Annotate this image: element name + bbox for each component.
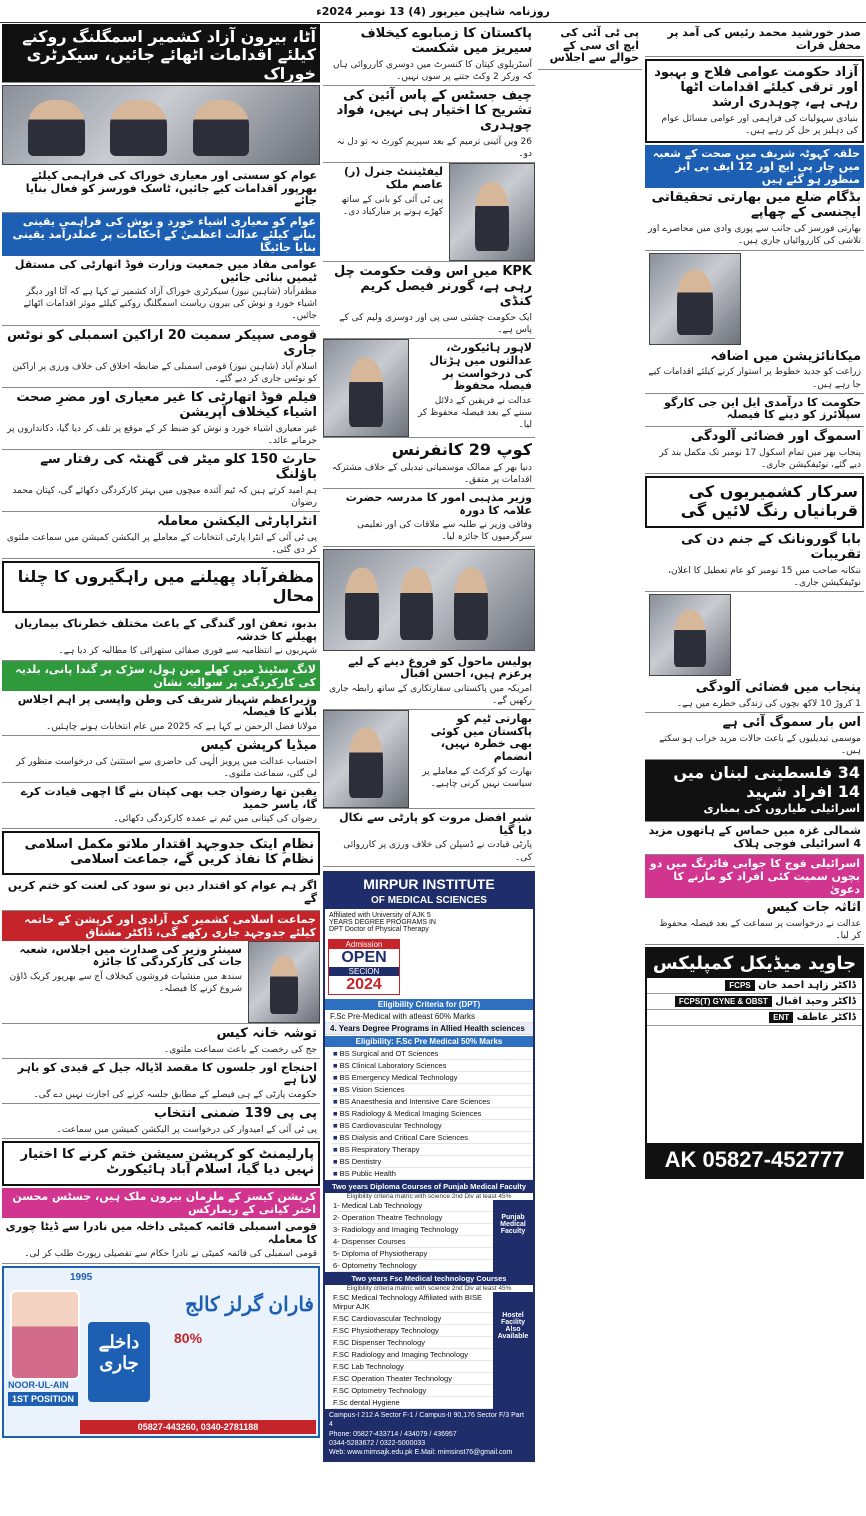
column-left [2, 24, 320, 1514]
highlight-bar: اسرائیلی فوج کا جوابی فائرنگ میں دو بچوں سمیت کئی افراد کو مارنے کا دعویٰ [645, 855, 864, 898]
doctor-entry: ڈاکٹر وحید اقبال FCPS(T) GYNE & OBST [647, 994, 862, 1010]
diploma-list [325, 1200, 493, 1272]
highlight-bar: لانگ سٹینڈ میں کھلے مین ہول، سڑک پر گندا پانی، بلدیہ کی کارکردگی پر سوالیہ نشان [2, 661, 320, 691]
news-story: وزیر مذہبی امور کا مدرسہ حضرت علامہ کا دورہ وفاقی وزیر نے طلبہ سے ملاقات کی اور تعلیمی سرگرمیوں کا جائزہ لیا۔ [323, 489, 535, 547]
admission-badge: داخلے جاری [88, 1322, 150, 1402]
admission-open-badge: Admission OPEN SECION 2024 [328, 939, 400, 995]
ad-title: جاوید میڈیکل کمپلیکس [647, 949, 862, 978]
college-name: فاران گرلز کالج [185, 1293, 314, 1316]
doctor-entry: ڈاکٹر عاطف ENT [647, 1010, 862, 1026]
ad-title: MIRPUR INSTITUTE [325, 873, 533, 895]
mirpur-institute-ad [323, 871, 535, 1462]
highlight-bar: حلقہ کہوٹہ شریف میں صحت کے شعبہ میں چار پی ایچ اور 12 ایف پی ایز منظور ہو گئے ہیں [645, 145, 864, 188]
list-item: ■ BS Respiratory Therapy [331, 1144, 533, 1156]
ad-subtitle: OF MEDICAL SCIENCES [325, 895, 533, 909]
news-story: میکانائزیشن میں اضافہ زراعت کو جدید خطوط پر استوار کرنے کیلئے اقدامات کیے جا رہے ہیں۔ [645, 347, 864, 394]
meeting-photo [2, 85, 320, 165]
list-item: F.SC Radiology and Imaging Technology [331, 1349, 493, 1361]
student-photo [10, 1290, 80, 1380]
list-item: ■ BS Public Health [331, 1168, 533, 1180]
list-item: 5- Diploma of Physiotherapy [331, 1248, 493, 1260]
news-story: کوپ 29 کانفرنس دنیا بھر کے ممالک موسمیاتی تبدیلی کے خلاف مشترکہ اقدامات پر متفق۔ [323, 438, 535, 489]
top-banner-headline: آٹا، بیرون آزاد کشمیر اسمگلنگ روکنے کیلئے اقدامات اٹھائے جائیں، سیکرٹری خوراک [22, 27, 316, 83]
list-item: ■ BS Anaesthesia and Intensive Care Sciences [331, 1096, 533, 1108]
column-right [645, 24, 864, 1514]
list-item: 1- Medical Lab Technology [331, 1200, 493, 1212]
news-story: چیف جسٹس کے پاس آئین کی تشریح کا اختیار ہی نہیں، فواد چوہدری 26 ویں آئینی ترمیم کے بعد سپریم کورٹ نہ تو دل نہ دو۔ [323, 86, 535, 163]
fsc-head: Two years Fsc Medical technology Courses [325, 1272, 533, 1285]
news-story: پاکستان کا زمبابوے کیخلاف سیریز میں شکست آسٹریلوی کپتان کا کنسرٹ میں دوسری کارروائی ہاں کہ ورکر 2 وکٹ جتنے پر سوں نہیں۔ [323, 24, 535, 86]
news-story: سینئر وزیر کی صدارت میں اجلاس، شعبہ جات کی کارکردگی کا جائزہ سندھ میں منشیات فروشوں کیخلاف آج سے بھرپور کریک ڈاؤن شروع کرنے کا فیصلہ۔ [9, 942, 242, 995]
news-story: عوامی مفاد میں جمعیت وزارت فوڈ اتھارٹی کی مستقل ٹیمیں بنائی جائیں مظفرآباد (شاہین نیوز) سیکرٹری خوراک آزاد کشمیر نے کہا ہے کہ آٹا اور دیگر اشیاء خورد و نوش کی بیرون ریاست اسمگلنگ روکنے کیلئے موثر اقدامات اٹھائے جائیں۔ [2, 256, 320, 326]
list-item: ■ BS Cardiovascular Technology [331, 1120, 533, 1132]
news-story: پنجاب میں فضائی آلودگی 1 کروڑ 10 لاکھ بچوں کی زندگی خطرے میں ہے۔ [645, 678, 864, 713]
faran-college-ad [2, 1266, 320, 1438]
story-with-photo [323, 163, 535, 262]
four-year-programs-head: 4. Years Degree Programs in Allied Health sciences [325, 1023, 533, 1035]
dpt-eligibility: F.Sc Pre-Medical with atleast 60% Marks [325, 1011, 533, 1023]
highlight-bar: کرپشن کیسز کے ملزمان بیرون ملک ہیں، جسٹس محسن اختر کیانی کے ریمارکس [2, 1188, 320, 1218]
bs-program-list [325, 1048, 533, 1180]
list-item: ■ BS Vision Sciences [331, 1084, 533, 1096]
list-item: F.SC Dispenser Technology [331, 1337, 493, 1349]
list-item: 3- Radiology and Imaging Technology [331, 1224, 493, 1236]
boxed-headline: نظامِ ایتک جدوجہد اقتدار ملاتو مکمل اسلامی نظام کا نفاذ کریں گے، جماعت اسلامی [2, 831, 320, 876]
news-story: شمالی غزہ میں حماس کے ہاتھوں مزید 4 اسرائیلی فوجی ہلاک [645, 822, 864, 855]
list-item: ■ BS Emergency Medical Technology [331, 1072, 533, 1084]
photo-caption: عوام کو سستی اور معیاری خوراک کی فراہمی کیلئے بھرپور اقدامات کیے جائیں، ٹاسک فورسز کو فعال بنایا جائے [2, 167, 320, 213]
news-story: بدبو، تعفن اور گندگی کے باعث مختلف خطرناک بیماریاں پھیلنے کا خدشہ شہریوں نے انتظامیہ سے فوری صفائی ستھرائی کا مطالبہ کر دیا ہے۔ [2, 615, 320, 660]
top-banner-story [2, 24, 320, 83]
list-item: ■ BS Dentistry [331, 1156, 533, 1168]
four-year-eligibility: Eligibility: F.Sc Pre Medical 50% Marks [325, 1036, 533, 1047]
masthead-text: روزنامہ شاہین میرپور (4) 13 نومبر 2024ء [316, 4, 550, 18]
list-item: 2- Operation Theatre Technology [331, 1212, 493, 1224]
masthead [0, 0, 866, 23]
news-story: وزیراعظم شہباز شریف کی وطن واپسی پر اہم اجلاس بلانے کا فیصلہ مولانا فضل الرحمن نے کہا ہے کہ 2025 میں عام انتخابات ہونے چاہئیں۔ [2, 691, 320, 736]
news-story: توشہ خانہ کیس جج کی رخصت کے باعث سماعت ملتوی۔ [2, 1024, 320, 1059]
ad-phones: 05827-443260, 0340-2781188 [80, 1420, 316, 1434]
list-item: F.SC Medical Technology Affiliated with BISE Mirpur AJK [331, 1292, 493, 1313]
news-story: پولیس ماحول کو فروغ دینے کے لیے پرعزم ہیں، احسن اقبال امریکہ میں پاکستانی سفارتکاری کے ساتھ رابطہ جاری رکھیں گے۔ [323, 653, 535, 711]
highlight-bar: جماعت اسلامی کشمیر کی آزادی اور کرپشن کے خاتمہ کیلئے جدوجہد جاری رکھے گی، ڈاکٹر مشتاق [2, 911, 320, 941]
boxed-headline: سرکار کشمیریوں کی قربانیاں رنگ لائیں گی [645, 476, 864, 528]
list-item: F.SC Lab Technology [331, 1361, 493, 1373]
news-story: اس بار سموگ آئی ہے موسمی تبدیلیوں کے باعث حالات مزید خراب ہو سکتے ہیں۔ [645, 713, 864, 760]
portrait-photo [649, 594, 731, 676]
news-story: احتجاج اور جلسوں کا مقصد اڈیالہ جیل کے قیدی کو باہر لانا ہے حکومت پارٹی کے ہی فیصلے کے مطابق جلسہ کرنے کی اجازت نہیں دے گی۔ [2, 1059, 320, 1104]
news-story: بڈگام ضلع میں بھارتی تحقیقاتی ایجنسی کے چھاپے بھارتی فورسز کی جانب سے پوری وادی میں محاصرے اور تلاشی کی کارروائیاں جاری ہیں۔ [645, 188, 864, 250]
column-center [323, 24, 535, 1514]
news-story: انٹراپارٹی الیکشن معاملہ پی ٹی آئی کے انٹرا پارٹی انتخابات کے معاملے پر الیکشن کمیشن میں سماعت ملتوی کر دی گئی۔ [2, 512, 320, 559]
news-story: فیلم فوڈ اتھارٹی کا غیر معیاری اور مضرِ صحت اشیاء کیخلاف آپریشن غیر معیاری اشیاء خورد و نوش کو ضبط کر کے موقع پر تلف کر دیا گیا، دکانداروں پر جرمانے عائد۔ [2, 388, 320, 450]
news-story: KPK میں اس وقت حکومت چل رہی ہے، گورنر فیصل کریم کنڈی ایک حکومت چشتی سی پی اور دوسری ولیم کی کے پاس ہے۔ [323, 262, 535, 339]
news-story: یقین تھا رضوان جب بھی کپتان بنے گا اچھی قیادت کرے گا، یاسر حمید رضوان کی کپتانی میں ٹیم نے عمدہ کارکردگی دکھائی۔ [2, 783, 320, 828]
boxed-headline: پارلیمنٹ کو کرپشن سیشن ختم کرنے کا اختیار نہیں دیا گیا، اسلام آباد ہائیکورٹ [2, 1141, 320, 1186]
position-badge: 1ST POSITION [8, 1392, 78, 1406]
doctor-entry: ڈاکٹر زاہد احمد خان FCPS [647, 978, 862, 994]
story-with-photo [323, 710, 535, 809]
news-story: پی ٹی آئی کی ایچ ای سی کے حوالے سے اجلاس [538, 24, 642, 70]
list-item: ■ BS Clinical Laboratory Sciences [331, 1060, 533, 1072]
boxed-headline: آزاد حکومت عوامی فلاح و بہبود اور ترقی کیلئے اقدامات اٹھا رہی ہے، چوہدری ارشد بنیادی سہولیات کی فراہمی اور عوامی مسائل عوام کی دہلیز پر حل کر رہے ہیں۔ [645, 59, 864, 143]
list-item: F.SC Cardiovascular Technology [331, 1313, 493, 1325]
news-story: اسموگ اور فضائی آلودگی پنجاب بھر میں تمام اسکول 17 نومبر تک مکمل بند کر دیے گئے، نوٹیفکیشن جاری۔ [645, 427, 864, 474]
news-story: بھارتی ٹیم کو پاکستان میں کوئی بھی خطرہ نہیں، انضمام بھارت کو کرکٹ کے معاملے پر سیاست نہیں کرنی چاہیے۔ [422, 712, 532, 789]
list-item: F.SC Operation Theater Technology [331, 1373, 493, 1385]
news-story: پی پی 139 ضمنی انتخاب پی ٹی آئی کے امیدوار کی درخواست پر الیکشن کمیشن میں سماعت۔ [2, 1104, 320, 1139]
news-story: صدر خورشید محمد رئیس کی آمد پر محفل قرات [645, 24, 864, 57]
list-item: ■ BS Surgical and OT Sciences [331, 1048, 533, 1060]
list-item: F.SC Optometry Technology [331, 1385, 493, 1397]
news-story: بابا گورونانک کے جنم دن کی تقریبات ننکانہ صاحب میں 15 نومبر کو عام تعطیل کا اعلان، نوٹیفکیشن جاری۔ [645, 530, 864, 592]
news-story: حارث 150 کلو میٹر فی گھنٹہ کی رفتار سے باؤلنگ ہم امید کرتے ہیں کہ ٹیم آئندہ میچوں میں بہتر کارکردگی دکھائے گی، کپتان محمد رضوان [2, 450, 320, 512]
gaza-banner: 34 فلسطینی لبنان میں 14 افراد شہید اسرائیلی طیاروں کی بمباری [645, 760, 864, 821]
hostel-tag: Hostel Facility Also Available [493, 1292, 533, 1409]
event-photo [323, 549, 535, 651]
ad-affiliation: Affiliated with University of AJK 5 YEARS DEGREE PROGRAMS IN DPT Doctor of Physical Therapy [329, 911, 436, 933]
news-story: حکومت کا درآمدی ایل این جی کارگو سپلائرز کو دینے کا فیصلہ [645, 394, 864, 427]
javed-medical-complex-ad [645, 947, 864, 1179]
highlight-bar: عوام کو معیاری اشیاء خورد و نوش کی فراہمی یقینی بنانے کیلئے عدالت اعظمیٰ کے احکامات پر عملدرآمد یقینی بنایا جائیگا [2, 213, 320, 256]
fsc-list [325, 1292, 493, 1409]
fsc-eligibility: Eligibility criteria matric with science 2nd Div at least 45% [346, 1284, 512, 1292]
news-story: شیر افضل مروت کو پارٹی سے نکال دیا گیا پارٹی قیادت نے ڈسپلن کی خلاف ورزی پر کارروائی کی۔ [323, 809, 535, 867]
ad-phone: AK 05827-452777 [647, 1143, 862, 1177]
news-story: قومی سپیکر سمیت 20 اراکین اسمبلی کو نوٹس جاری اسلام آباد (شاہین نیوز) قومی اسمبلی کے ضابطہ اخلاق کی خلاف ورزی پر اراکین کو نوٹس جاری کر دیے گئے۔ [2, 326, 320, 388]
dpt-eligibility-head: Eligibility Criteria for (DPT) [325, 999, 533, 1010]
portrait-photo [323, 710, 409, 808]
diploma-eligibility: Eligibility criteria matric with science 2nd Div at least 45% [346, 1192, 512, 1200]
news-story: اگر ہم عوام کو اقتدار دیں تو سود کی لعنت کو ختم کریں گے [2, 877, 320, 910]
student-name: NOOR-UL-AIN [8, 1379, 69, 1390]
portrait-photo [449, 163, 535, 261]
news-story: لیفٹیننٹ جنرل (ر) عاصم ملک پی ٹی آئی کو بانی کے ساتھ کھڑے ہونے پر مبارکباد دی۔ [341, 165, 443, 217]
list-item: F.SC Physiotherapy Technology [331, 1325, 493, 1337]
list-item: ■ BS Dialysis and Critical Care Sciences [331, 1132, 533, 1144]
portrait-photo [323, 339, 409, 437]
portrait-photo [649, 253, 741, 345]
list-item: 6- Optometry Technology [331, 1260, 493, 1272]
news-story: اثاثہ جات کیس عدالت نے درخواست پر سماعت کے بعد فیصلہ محفوظ کر لیا۔ [645, 898, 864, 945]
percent-label: 80% [174, 1329, 203, 1346]
list-item: ■ BS Radiology & Medical Imaging Sciences [331, 1108, 533, 1120]
news-story: لاہور ہائیکورٹ، عدالتوں میں ہڑتال کی درخواست پر فیصلہ محفوظ عدالت نے فریقین کے دلائل سننے کے بعد فیصلہ محفوظ کر لیا۔ [417, 341, 532, 431]
ad-year: 1995 [70, 1271, 93, 1283]
news-story: قومی اسمبلی قائمہ کمیٹی داخلہ میں نادرا سے ڈیٹا چوری کا معاملہ قومی اسمبلی کی قائمہ کمیٹی نے نادرا حکام سے تفصیلی رپورٹ طلب کر لی۔ [2, 1218, 320, 1263]
story-with-photo [323, 339, 535, 438]
ad-contact: Campus-I 212 A Sector F-1 / Campus-II 90,176 Sector F/3 Part 4 Phone: 05827-433714 / 434079 / 436957 0344-5283672 / 0322-5000033 Web: www.mimsajk.edu.pk E.Mail: mimsinst76@gmail.com [325, 1409, 533, 1460]
story-with-photo [2, 941, 320, 1024]
column-narrow [538, 24, 642, 1514]
portrait-photo [248, 941, 320, 1023]
boxed-headline: مظفرآباد پھیلنے میں راہگیروں کا چلنا محال [2, 561, 320, 613]
news-story: میڈیا کرپشن کیس احتساب عدالت میں پرویز الٰہی کی حاضری سے استثنیٰ کی درخواست منظور کر لی گئی، سماعت ملتوی۔ [2, 736, 320, 783]
faculty-tag: Punjab Medical Faculty [493, 1200, 533, 1272]
list-item: 4- Dispenser Courses [331, 1236, 493, 1248]
diploma-head: Two years Diploma Courses of Punjab Medical Faculty [325, 1180, 533, 1193]
list-item: F.Sc dental Hygiene [331, 1397, 493, 1409]
